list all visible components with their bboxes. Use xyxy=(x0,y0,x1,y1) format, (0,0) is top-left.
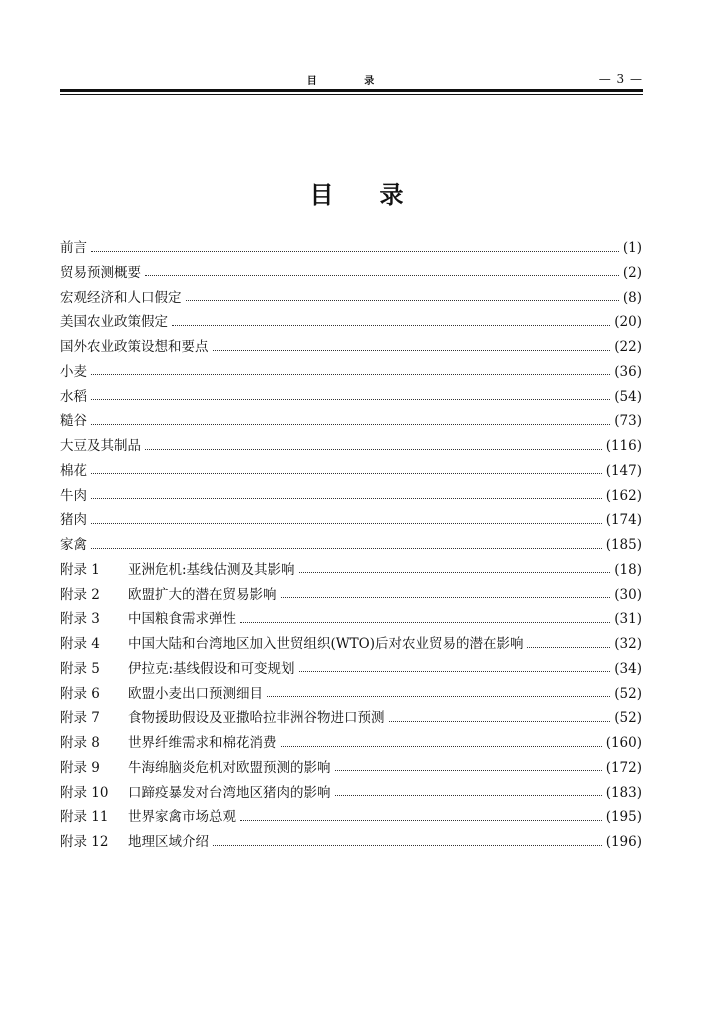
header-page-number: — 3 — xyxy=(598,72,643,86)
toc-entry xyxy=(60,607,642,632)
toc-entry-page: (116) xyxy=(605,438,642,454)
toc-entry-leader xyxy=(91,466,602,474)
toc-entry-page: (162) xyxy=(605,487,642,504)
toc-entry-label: 小麦 xyxy=(60,363,87,380)
toc-entry-page: (36) xyxy=(614,363,642,380)
toc-entry xyxy=(60,781,642,806)
toc-entry-page: (2) xyxy=(622,264,642,281)
toc-entry-page: (195) xyxy=(605,809,642,826)
toc-entry xyxy=(60,385,642,410)
toc-entry-label: 欧盟扩大的潜在贸易影响 xyxy=(128,586,277,603)
toc-entry xyxy=(60,533,642,558)
toc-entry-page: (32) xyxy=(614,636,642,652)
toc-entry-number: 附录 1 xyxy=(60,561,100,578)
toc-entry-label: 世界纤维需求和棉花消费 xyxy=(128,735,277,751)
toc-entry-number: 附录 5 xyxy=(60,660,100,677)
toc-entry-page: (20) xyxy=(614,314,642,331)
toc-entry-leader xyxy=(91,392,610,400)
toc-entry-label: 国外农业政策设想和要点 xyxy=(60,339,209,355)
toc-entry-label: 糙谷 xyxy=(60,413,87,430)
toc-entry-page: (185) xyxy=(605,537,642,553)
toc-entry xyxy=(60,756,642,781)
toc-entry xyxy=(60,335,642,360)
toc-entry xyxy=(60,632,642,657)
toc-entry-label: 食物援助假设及亚撒哈拉非洲谷物进口预测 xyxy=(128,710,385,727)
toc-entry-number: 附录 9 xyxy=(60,759,100,776)
toc-entry-leader xyxy=(91,416,610,424)
toc-entry-page: (160) xyxy=(605,735,642,751)
toc-entry xyxy=(60,484,642,509)
toc-entry-leader xyxy=(91,491,602,499)
toc-entry-leader xyxy=(213,837,602,845)
toc-entry-page: (147) xyxy=(605,462,642,479)
toc-entry-page: (54) xyxy=(614,388,642,405)
toc-entry-label: 中国粮食需求弹性 xyxy=(128,611,236,628)
toc-entry-label: 中国大陆和台湾地区加入世贸组织(WTO)后对农业贸易的潜在影响 xyxy=(128,636,524,652)
toc-entry-label: 地理区域介绍 xyxy=(128,834,209,850)
toc-entry-page: (174) xyxy=(605,512,642,529)
toc-entry-leader xyxy=(213,342,611,350)
toc-entry xyxy=(60,236,642,261)
toc-entry xyxy=(60,360,642,385)
toc-entry-leader xyxy=(91,515,602,523)
toc-entry-page: (52) xyxy=(614,685,642,702)
toc-entry xyxy=(60,261,642,286)
toc-entry-leader xyxy=(281,738,602,746)
toc-entry-label: 大豆及其制品 xyxy=(60,438,141,454)
toc-entry-page: (52) xyxy=(614,710,642,727)
toc-entry-number: 附录 10 xyxy=(60,784,109,801)
toc-entry-page: (172) xyxy=(605,759,642,776)
toc-entry-leader xyxy=(335,788,602,796)
toc-entry-leader xyxy=(281,590,611,598)
toc-entry xyxy=(60,682,642,707)
toc-entry-label: 牛海绵脑炎危机对欧盟预测的影响 xyxy=(128,759,331,776)
toc-entry-leader xyxy=(172,317,610,325)
toc-entry xyxy=(60,508,642,533)
toc-entry-label: 家禽 xyxy=(60,537,87,553)
running-header xyxy=(60,72,643,88)
toc-entry-leader xyxy=(240,812,602,820)
toc-entry-leader xyxy=(145,268,619,276)
toc-entry-label: 世界家禽市场总观 xyxy=(128,809,236,826)
header-title: 目 录 xyxy=(306,76,397,87)
header-rule-thin xyxy=(60,94,643,95)
toc-entry-page: (31) xyxy=(614,611,642,628)
toc-entry-page: (8) xyxy=(622,289,642,306)
toc-entry xyxy=(60,805,642,830)
toc-entry-page: (18) xyxy=(614,561,642,578)
toc-entry-label: 棉花 xyxy=(60,462,87,479)
toc-entry-number: 附录 12 xyxy=(60,834,109,850)
toc-entry-label: 贸易预测概要 xyxy=(60,264,141,281)
toc-entry-page: (73) xyxy=(614,413,642,430)
toc-entry xyxy=(60,286,642,311)
toc-entry xyxy=(60,310,642,335)
toc-entry-leader xyxy=(299,664,611,672)
toc-entry xyxy=(60,434,642,459)
toc-entry xyxy=(60,459,642,484)
toc-entry-leader xyxy=(527,639,610,647)
toc-entry-leader xyxy=(186,293,619,301)
toc-list xyxy=(60,236,642,855)
toc-entry xyxy=(60,731,642,756)
toc-entry-leader xyxy=(91,367,610,375)
toc-entry-page: (22) xyxy=(614,339,642,355)
toc-entry-leader xyxy=(267,689,610,697)
toc-entry-number: 附录 7 xyxy=(60,710,100,727)
toc-entry-number: 附录 6 xyxy=(60,685,100,702)
toc-entry xyxy=(60,558,642,583)
toc-entry-leader xyxy=(91,540,602,548)
toc-title: 目录 xyxy=(309,181,450,209)
toc-entry-page: (30) xyxy=(614,586,642,603)
toc-entry xyxy=(60,830,642,855)
toc-entry-label: 美国农业政策假定 xyxy=(60,314,168,331)
toc-entry-number: 附录 3 xyxy=(60,611,100,628)
toc-entry-label: 牛肉 xyxy=(60,487,87,504)
toc-entry-leader xyxy=(335,763,602,771)
toc-entry-page: (183) xyxy=(605,784,642,801)
toc-entry xyxy=(60,583,642,608)
toc-entry-page: (1) xyxy=(622,240,642,256)
toc-entry-leader xyxy=(145,441,602,449)
toc-entry-label: 猪肉 xyxy=(60,512,87,529)
toc-entry-label: 亚洲危机:基线估测及其影响 xyxy=(128,561,295,578)
toc-entry-label: 前言 xyxy=(60,240,87,256)
header-rule-thick xyxy=(60,89,643,92)
toc-entry xyxy=(60,706,642,731)
toc-entry-leader xyxy=(91,243,619,251)
toc-entry-leader xyxy=(389,713,611,721)
toc-entry-label: 宏观经济和人口假定 xyxy=(60,289,182,306)
toc-entry-label: 伊拉克:基线假设和可变规划 xyxy=(128,660,295,677)
toc-entry-number: 附录 2 xyxy=(60,586,100,603)
toc-entry xyxy=(60,409,642,434)
toc-entry-number: 附录 11 xyxy=(60,809,109,826)
toc-entry-leader xyxy=(299,565,611,573)
toc-entry-label: 欧盟小麦出口预测细目 xyxy=(128,685,263,702)
toc-entry xyxy=(60,657,642,682)
toc-entry-number: 附录 8 xyxy=(60,735,100,751)
toc-entry-leader xyxy=(240,614,610,622)
toc-entry-page: (196) xyxy=(605,834,642,850)
toc-entry-page: (34) xyxy=(614,660,642,677)
toc-entry-label: 口蹄疫暴发对台湾地区猪肉的影响 xyxy=(128,784,331,801)
toc-entry-number: 附录 4 xyxy=(60,636,100,652)
toc-entry-label: 水稻 xyxy=(60,388,87,405)
